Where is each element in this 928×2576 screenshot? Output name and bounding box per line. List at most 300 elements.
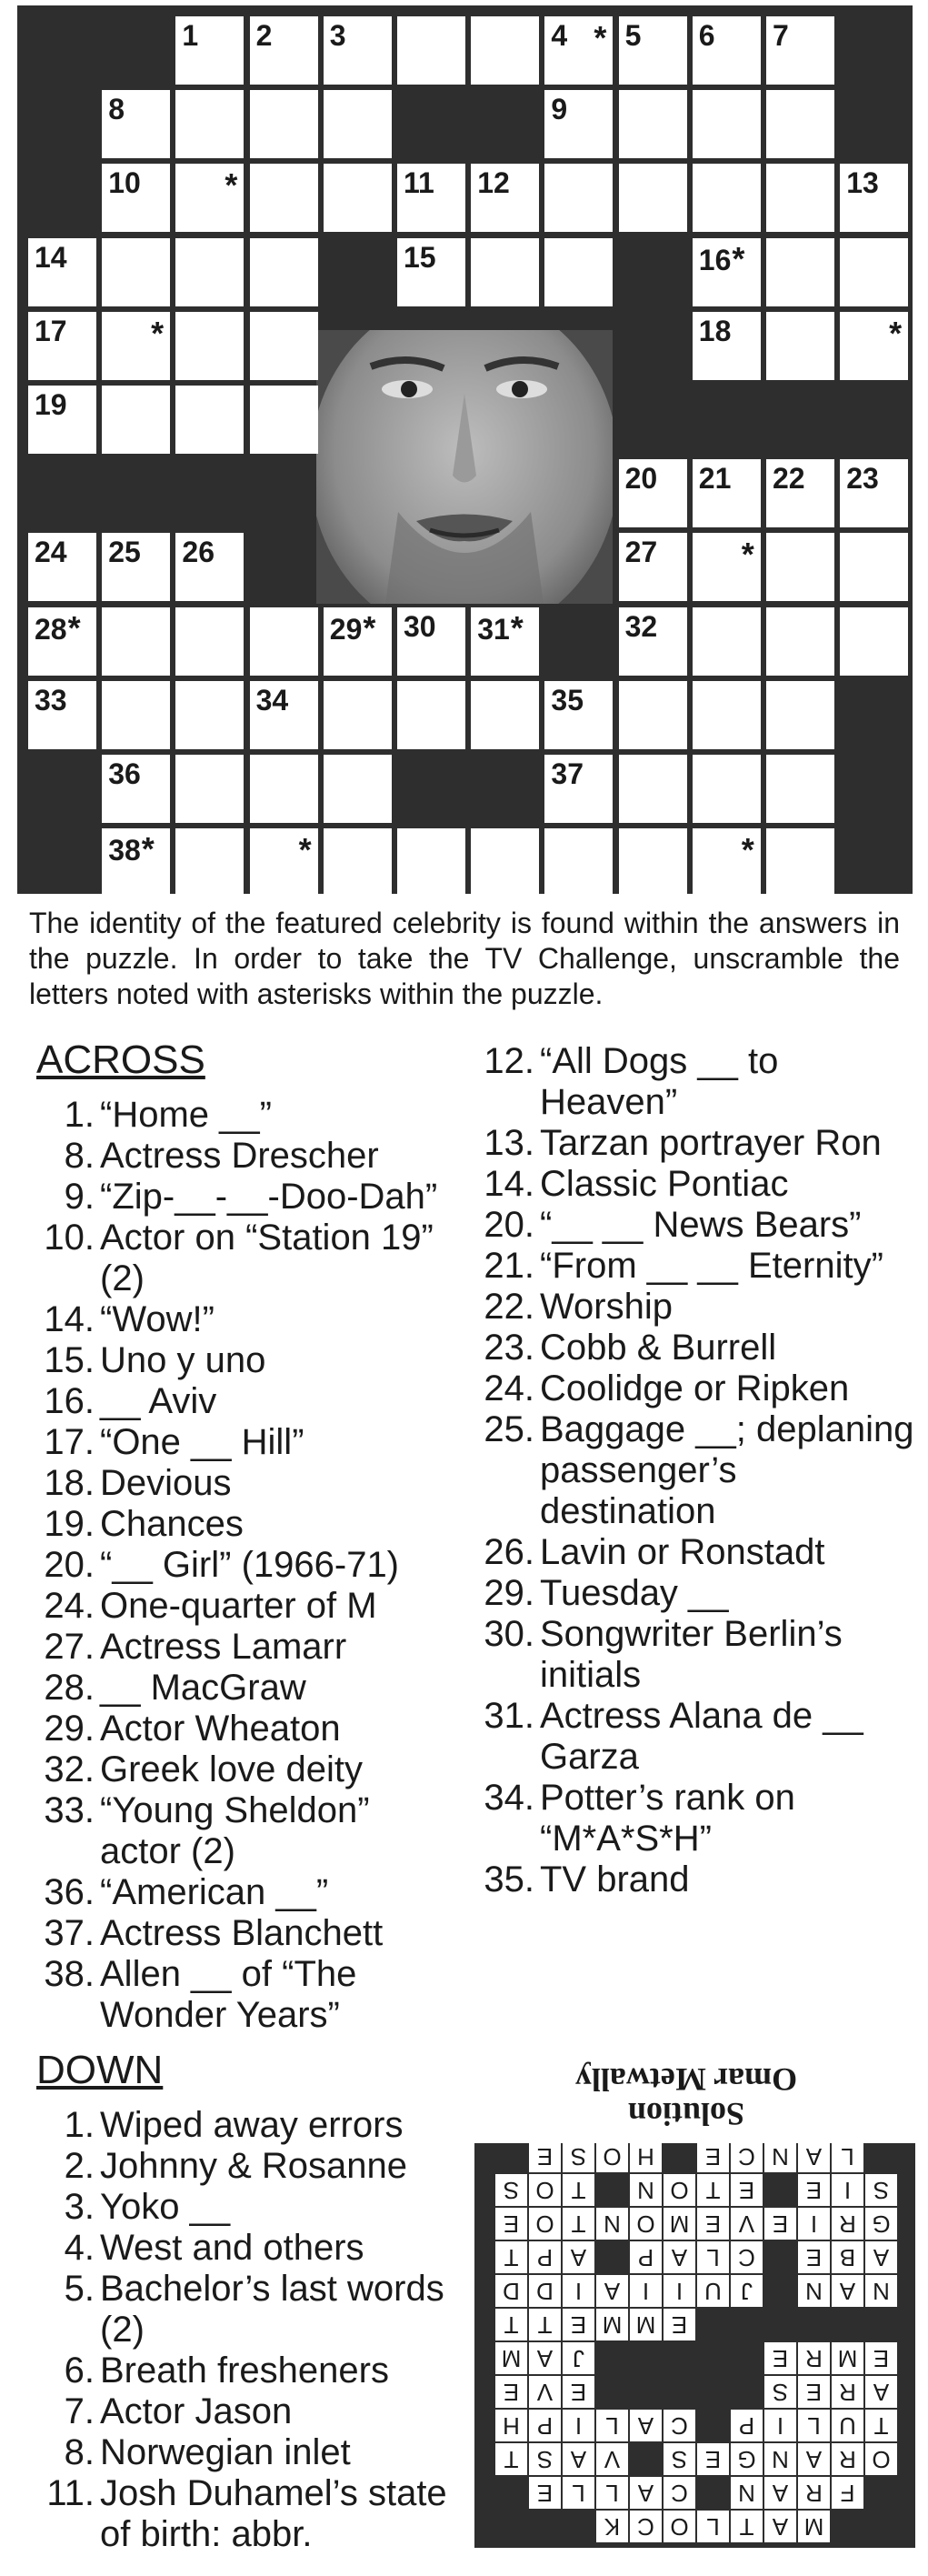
solution-cell: V (529, 2376, 561, 2408)
grid-cell[interactable] (544, 755, 613, 823)
clue-number-label: 29. (44, 1709, 95, 1749)
solution-cell: G (731, 2443, 763, 2475)
down-clue-list (33, 2105, 451, 2555)
grid-cell[interactable] (175, 90, 244, 158)
solution-cell: L (563, 2477, 594, 2509)
solution-cell: D (529, 2275, 561, 2307)
grid-cell[interactable] (324, 681, 392, 749)
clue-number-label: 4. (64, 2228, 95, 2268)
grid-cell[interactable] (28, 238, 96, 306)
solution-cell: B (832, 2241, 863, 2273)
solution-cell: L (697, 2241, 729, 2273)
clue-text: TV brand (540, 1859, 690, 1899)
clue-item (33, 1749, 451, 1790)
solution-label: Solution (627, 2096, 745, 2132)
clue-number-label: 16. (44, 1381, 95, 1421)
solution-cell: I (798, 2208, 830, 2240)
asterisk-marker: * (741, 831, 754, 869)
clue-number: 12 (477, 166, 510, 200)
grid-cell[interactable] (471, 238, 539, 306)
grid-cell[interactable] (250, 828, 318, 897)
grid-cell[interactable] (471, 607, 539, 676)
clue-number: 2 (255, 19, 273, 52)
clue-item (473, 1778, 923, 1859)
solution-title (482, 2062, 891, 2131)
solution-cell: O (529, 2208, 561, 2240)
solution-cell: O (865, 2443, 897, 2475)
solution-cell: E (563, 2376, 594, 2408)
grid-cell[interactable] (28, 386, 96, 454)
clue-number: 22 (773, 462, 805, 496)
solution-cell: J (563, 2342, 594, 2374)
clue-number: 6 (698, 19, 715, 52)
clue-number-label: 24. (484, 1368, 534, 1408)
solution-cell: M (832, 2342, 863, 2374)
solution-cell: N (731, 2477, 763, 2509)
grid-cell[interactable] (28, 312, 96, 380)
solution-cell: C (731, 2241, 763, 2273)
grid-cell[interactable] (693, 607, 761, 676)
clue-text: Uno y uno (100, 1340, 266, 1380)
clue-text: Songwriter Berlin’s initials (540, 1614, 843, 1695)
grid-cell[interactable] (175, 312, 244, 380)
grid-cell[interactable] (175, 386, 244, 454)
grid-cell[interactable] (693, 90, 761, 158)
clue-item (33, 1136, 451, 1177)
grid-cell[interactable] (175, 828, 244, 897)
grid-cell[interactable] (397, 16, 465, 85)
clue-text: One-quarter of M (100, 1586, 377, 1626)
grid-cell[interactable] (397, 164, 465, 232)
grid-cell[interactable] (324, 90, 392, 158)
solution-cell: A (630, 2410, 662, 2441)
clue-item (473, 1287, 923, 1328)
clue-number-label: 7. (64, 2391, 95, 2431)
solution-cell: R (798, 2477, 830, 2509)
clue-item (33, 2432, 451, 2473)
down-heading: DOWN (36, 2048, 164, 2092)
grid-cell[interactable] (544, 16, 613, 85)
clue-text: Coolidge or Ripken (540, 1368, 850, 1408)
clue-number-label: 23. (484, 1328, 534, 1368)
grid-cell[interactable] (840, 164, 908, 232)
solution-cell: T (563, 2208, 594, 2240)
solution-cell: A (764, 2477, 796, 2509)
clue-item (33, 1340, 451, 1381)
solution-cell: E (495, 2376, 527, 2408)
clue-item (473, 1164, 923, 1205)
grid-cell[interactable] (766, 90, 834, 158)
grid-cell[interactable] (544, 828, 613, 897)
clue-number: 1 (182, 19, 199, 52)
clue-text: West and others (100, 2228, 364, 2268)
clue-number: 21 (698, 462, 732, 496)
grid-cell[interactable] (471, 16, 539, 85)
clue-number-label: 1. (64, 1095, 95, 1135)
solution-cell: P (529, 2241, 561, 2273)
clue-text: Bachelor’s last words (2) (100, 2269, 444, 2350)
grid-cell[interactable] (766, 164, 834, 232)
grid-cell[interactable] (693, 312, 761, 380)
clue-number: 34 (255, 683, 289, 717)
grid-cell[interactable] (175, 164, 244, 232)
clue-text: Worship (540, 1287, 673, 1327)
grid-cell[interactable] (471, 681, 539, 749)
grid-cell[interactable] (766, 459, 834, 527)
clue-number-label: 20. (44, 1545, 95, 1585)
grid-cell[interactable] (324, 755, 392, 823)
clue-number-label: 17. (44, 1422, 95, 1462)
grid-cell[interactable] (693, 681, 761, 749)
clue-number: 19 (35, 388, 67, 421)
solution-cell: E (563, 2309, 594, 2340)
grid-cell[interactable] (250, 312, 318, 380)
solution-cell: A (865, 2376, 897, 2408)
clue-number-label: 8. (64, 2432, 95, 2472)
clue-text: “Young Sheldon” actor (2) (100, 1790, 370, 1871)
clue-item (33, 1299, 451, 1340)
solution-cell: J (731, 2275, 763, 2307)
clue-text: __ Aviv (100, 1381, 217, 1421)
grid-cell[interactable] (28, 681, 96, 749)
solution-cell: C (630, 2511, 662, 2542)
grid-cell[interactable] (840, 459, 908, 527)
solution-cell: E (495, 2208, 527, 2240)
grid-cell[interactable] (324, 164, 392, 232)
clue-item (473, 1205, 923, 1246)
solution-cell: E (764, 2342, 796, 2374)
solution-cell: T (697, 2174, 729, 2206)
grid-cell[interactable] (250, 755, 318, 823)
down-clue-list-continued (473, 1041, 923, 1900)
clue-number: 17 (35, 314, 67, 347)
grid-cell[interactable] (250, 681, 318, 749)
solution-cell: R (832, 2376, 863, 2408)
solution-cell: E (731, 2174, 763, 2206)
clue-number-label: 13. (484, 1123, 534, 1163)
clue-number: 8 (108, 93, 125, 126)
clue-number: 9 (551, 93, 568, 126)
asterisk-marker: * (151, 314, 165, 352)
asterisk-marker: * (141, 830, 155, 868)
clue-number-label: 34. (484, 1778, 534, 1818)
grid-cell[interactable] (175, 681, 244, 749)
clue-number-label: 29. (484, 1573, 534, 1613)
grid-cell[interactable] (175, 533, 244, 601)
grid-cell[interactable] (766, 312, 834, 380)
asterisk-marker: * (363, 608, 376, 647)
grid-cell[interactable] (619, 90, 687, 158)
clue-number-label: 19. (44, 1504, 95, 1544)
clue-text: Wiped away errors (100, 2105, 404, 2145)
solution-cell: A (630, 2477, 662, 2509)
clue-item (33, 1095, 451, 1136)
clue-number: 23 (846, 462, 879, 496)
clue-text: “Home __” (100, 1095, 272, 1135)
clue-text: Actor Jason (100, 2391, 293, 2431)
asterisk-marker: * (732, 239, 745, 277)
solution-cell: T (563, 2174, 594, 2206)
clue-text: Actress Lamarr (100, 1627, 347, 1667)
solution-cell: A (596, 2275, 628, 2307)
grid-cell[interactable] (840, 312, 908, 380)
clue-item (33, 1218, 451, 1299)
solution-cell: D (495, 2275, 527, 2307)
clue-number: 30 (404, 609, 436, 643)
clue-number-label: 14. (44, 1299, 95, 1339)
grid-cell[interactable] (544, 164, 613, 232)
solution-cell: T (529, 2309, 561, 2340)
grid-cell[interactable] (544, 90, 613, 158)
clue-number-label: 18. (44, 1463, 95, 1503)
clue-item (33, 1872, 451, 1913)
solution-cell: A (764, 2511, 796, 2542)
solution-cell: S (563, 2140, 594, 2172)
clue-number: 18 (698, 314, 732, 347)
clue-number-label: 10. (44, 1218, 95, 1258)
clue-item (33, 1709, 451, 1749)
grid-cell[interactable] (175, 755, 244, 823)
clue-number: 4 (551, 19, 568, 52)
clue-text: Johnny & Rosanne (100, 2146, 408, 2186)
solution-cell: H (495, 2410, 527, 2441)
grid-cell[interactable] (397, 238, 465, 306)
clue-text: “__ Girl” (1966-71) (100, 1545, 400, 1585)
grid-cell[interactable] (840, 238, 908, 306)
clue-text: “From __ __ Eternity” (540, 1246, 883, 1286)
clue-text: Actress Drescher (100, 1136, 379, 1176)
clue-number-label: 27. (44, 1627, 95, 1667)
grid-cell[interactable] (619, 755, 687, 823)
solution-cell: I (563, 2275, 594, 2307)
grid-cell[interactable] (693, 459, 761, 527)
solution-cell: A (563, 2443, 594, 2475)
solution-cell: E (529, 2477, 561, 2509)
clue-number-label: 30. (484, 1614, 534, 1654)
clue-number-label: 33. (44, 1790, 95, 1830)
grid-cell[interactable] (619, 459, 687, 527)
grid-cell[interactable] (766, 533, 834, 601)
grid-cell[interactable] (175, 238, 244, 306)
grid-cell[interactable] (175, 607, 244, 676)
asterisk-marker: * (225, 166, 238, 205)
solution-cell: S (664, 2443, 695, 2475)
solution-cell: E (798, 2241, 830, 2273)
clue-number: 32 (624, 609, 658, 643)
grid-cell[interactable] (619, 533, 687, 601)
grid-cell[interactable] (619, 607, 687, 676)
solution-grid (474, 2143, 915, 2548)
clue-text: “One __ Hill” (100, 1422, 304, 1462)
grid-cell[interactable] (102, 164, 170, 232)
solution-cell: M (664, 2208, 695, 2240)
clue-item (473, 1041, 923, 1123)
clue-item (33, 1790, 451, 1872)
clue-number-label: 37. (44, 1913, 95, 1953)
solution-cell: M (630, 2309, 662, 2340)
solution-cell: T (865, 2410, 897, 2441)
grid-cell[interactable] (250, 607, 318, 676)
solution-cell: V (731, 2208, 763, 2240)
grid-cell[interactable] (324, 828, 392, 897)
solution-cell: T (495, 2443, 527, 2475)
clue-text: Tuesday __ (540, 1573, 729, 1613)
clue-item (473, 1532, 923, 1573)
clue-number: 31* (477, 608, 524, 647)
solution-cell: T (495, 2309, 527, 2340)
grid-cell[interactable] (693, 16, 761, 85)
clue-number: 3 (329, 19, 346, 52)
grid-cell[interactable] (840, 533, 908, 601)
clue-item (473, 1368, 923, 1409)
clue-item (473, 1696, 923, 1778)
solution-cell: N (630, 2174, 662, 2206)
asterisk-marker: * (67, 608, 81, 647)
clue-text: __ MacGraw (100, 1668, 306, 1708)
grid-cell[interactable] (250, 90, 318, 158)
solution-cell: M (798, 2511, 830, 2542)
grid-cell[interactable] (28, 607, 96, 676)
clue-number-label: 9. (64, 1177, 95, 1217)
clue-text: Actress Blanchett (100, 1913, 384, 1953)
face-image (316, 303, 613, 604)
grid-cell[interactable] (693, 755, 761, 823)
solution-cell: R (832, 2443, 863, 2475)
solution-cell: S (495, 2174, 527, 2206)
grid-cell[interactable] (619, 16, 687, 85)
solution-cell: H (630, 2140, 662, 2172)
grid-cell[interactable] (102, 312, 170, 380)
clue-text: Actor Wheaton (100, 1709, 341, 1749)
grid-cell[interactable] (102, 533, 170, 601)
grid-cell[interactable] (102, 681, 170, 749)
solution-cell: O (664, 2174, 695, 2206)
asterisk-marker: * (298, 831, 312, 869)
asterisk-marker: * (594, 19, 607, 56)
grid-cell[interactable] (544, 238, 613, 306)
grid-cell[interactable] (175, 16, 244, 85)
clue-item (33, 2269, 451, 2350)
grid-cell[interactable] (471, 828, 539, 897)
clue-item (33, 1177, 451, 1218)
clue-number: 20 (624, 462, 658, 496)
solution-cell: U (697, 2275, 729, 2307)
solution-cell: E (697, 2140, 729, 2172)
clue-number: 37 (551, 757, 584, 790)
solution-cell: U (832, 2410, 863, 2441)
grid-cell[interactable] (619, 681, 687, 749)
clue-text: Classic Pontiac (540, 1164, 789, 1204)
clue-number: 38* (108, 830, 155, 868)
clue-number: 10 (108, 166, 141, 200)
instructions-text: The identity of the featured celebrity is found within the answers in the puzzle. In order to take the TV Challenge, unscramble the letters noted with asterisks within the puzzle. (29, 907, 900, 1010)
grid-cell[interactable] (471, 164, 539, 232)
solution-author: Omar Metwally (574, 2061, 798, 2098)
clue-number: 33 (35, 683, 67, 717)
solution-cell: L (596, 2410, 628, 2441)
grid-cell[interactable] (693, 238, 761, 306)
grid-cell[interactable] (619, 164, 687, 232)
clue-number-label: 38. (44, 1954, 95, 1994)
solution-cell: O (630, 2208, 662, 2240)
grid-cell[interactable] (324, 607, 392, 676)
clue-text: Devious (100, 1463, 232, 1503)
clue-number-label: 20. (484, 1205, 534, 1245)
grid-cell[interactable] (102, 755, 170, 823)
grid-cell[interactable] (397, 681, 465, 749)
grid-cell[interactable] (102, 238, 170, 306)
grid-cell[interactable] (840, 607, 908, 676)
solution-cell: I (832, 2174, 863, 2206)
grid-cell[interactable] (250, 386, 318, 454)
grid-cell[interactable] (397, 607, 465, 676)
clue-number: 28* (35, 608, 81, 647)
clue-number: 36 (108, 757, 141, 790)
grid-cell[interactable] (693, 164, 761, 232)
clue-number-label: 3. (64, 2187, 95, 2227)
grid-cell[interactable] (619, 828, 687, 897)
grid-cell[interactable] (766, 681, 834, 749)
grid-cell[interactable] (766, 607, 834, 676)
grid-cell[interactable] (28, 533, 96, 601)
clue-number: 26 (182, 536, 215, 569)
clue-text: Actress Alana de __ Garza (540, 1696, 863, 1777)
clue-number-label: 32. (44, 1749, 95, 1789)
grid-cell[interactable] (766, 238, 834, 306)
grid-cell[interactable] (766, 755, 834, 823)
clue-text: Baggage __; deplaning passenger’s destination (540, 1409, 914, 1531)
solution-cell: A (832, 2275, 863, 2307)
solution-cell: O (596, 2140, 628, 2172)
clue-item (473, 1328, 923, 1368)
grid-cell[interactable] (250, 164, 318, 232)
clue-number: 16* (698, 239, 745, 277)
clue-text: Breath fresheners (100, 2350, 389, 2391)
solution-cell: I (764, 2410, 796, 2441)
clue-number: 27 (624, 536, 658, 569)
clue-number: 29* (329, 608, 376, 647)
clue-text: Cobb & Burrell (540, 1328, 777, 1368)
grid-cell[interactable] (324, 16, 392, 85)
clue-number: 11 (404, 166, 434, 200)
clue-number-label: 2. (64, 2146, 95, 2186)
grid-cell[interactable] (102, 386, 170, 454)
grid-cell[interactable] (250, 238, 318, 306)
grid-cell[interactable] (544, 681, 613, 749)
solution-cell: M (495, 2342, 527, 2374)
grid-cell[interactable] (397, 828, 465, 897)
solution-cell: N (596, 2208, 628, 2240)
clue-text: Greek love deity (100, 1749, 364, 1789)
grid-cell[interactable] (766, 828, 834, 897)
crossword-grid (17, 5, 913, 894)
grid-cell[interactable] (693, 533, 761, 601)
asterisk-marker: * (889, 314, 903, 352)
grid-cell[interactable] (250, 16, 318, 85)
clue-number-label: 8. (64, 1136, 95, 1176)
clue-number-label: 31. (484, 1696, 534, 1736)
grid-cell[interactable] (693, 828, 761, 897)
clue-text: “Zip-__-__-Doo-Dah” (100, 1177, 438, 1217)
clue-text: Lavin or Ronstadt (540, 1532, 825, 1572)
grid-cell[interactable] (102, 607, 170, 676)
grid-cell[interactable] (766, 16, 834, 85)
solution-cell: L (697, 2511, 729, 2542)
clue-item (33, 1463, 451, 1504)
grid-cell[interactable] (102, 90, 170, 158)
clue-item (33, 2146, 451, 2187)
grid-cell[interactable] (102, 828, 170, 897)
